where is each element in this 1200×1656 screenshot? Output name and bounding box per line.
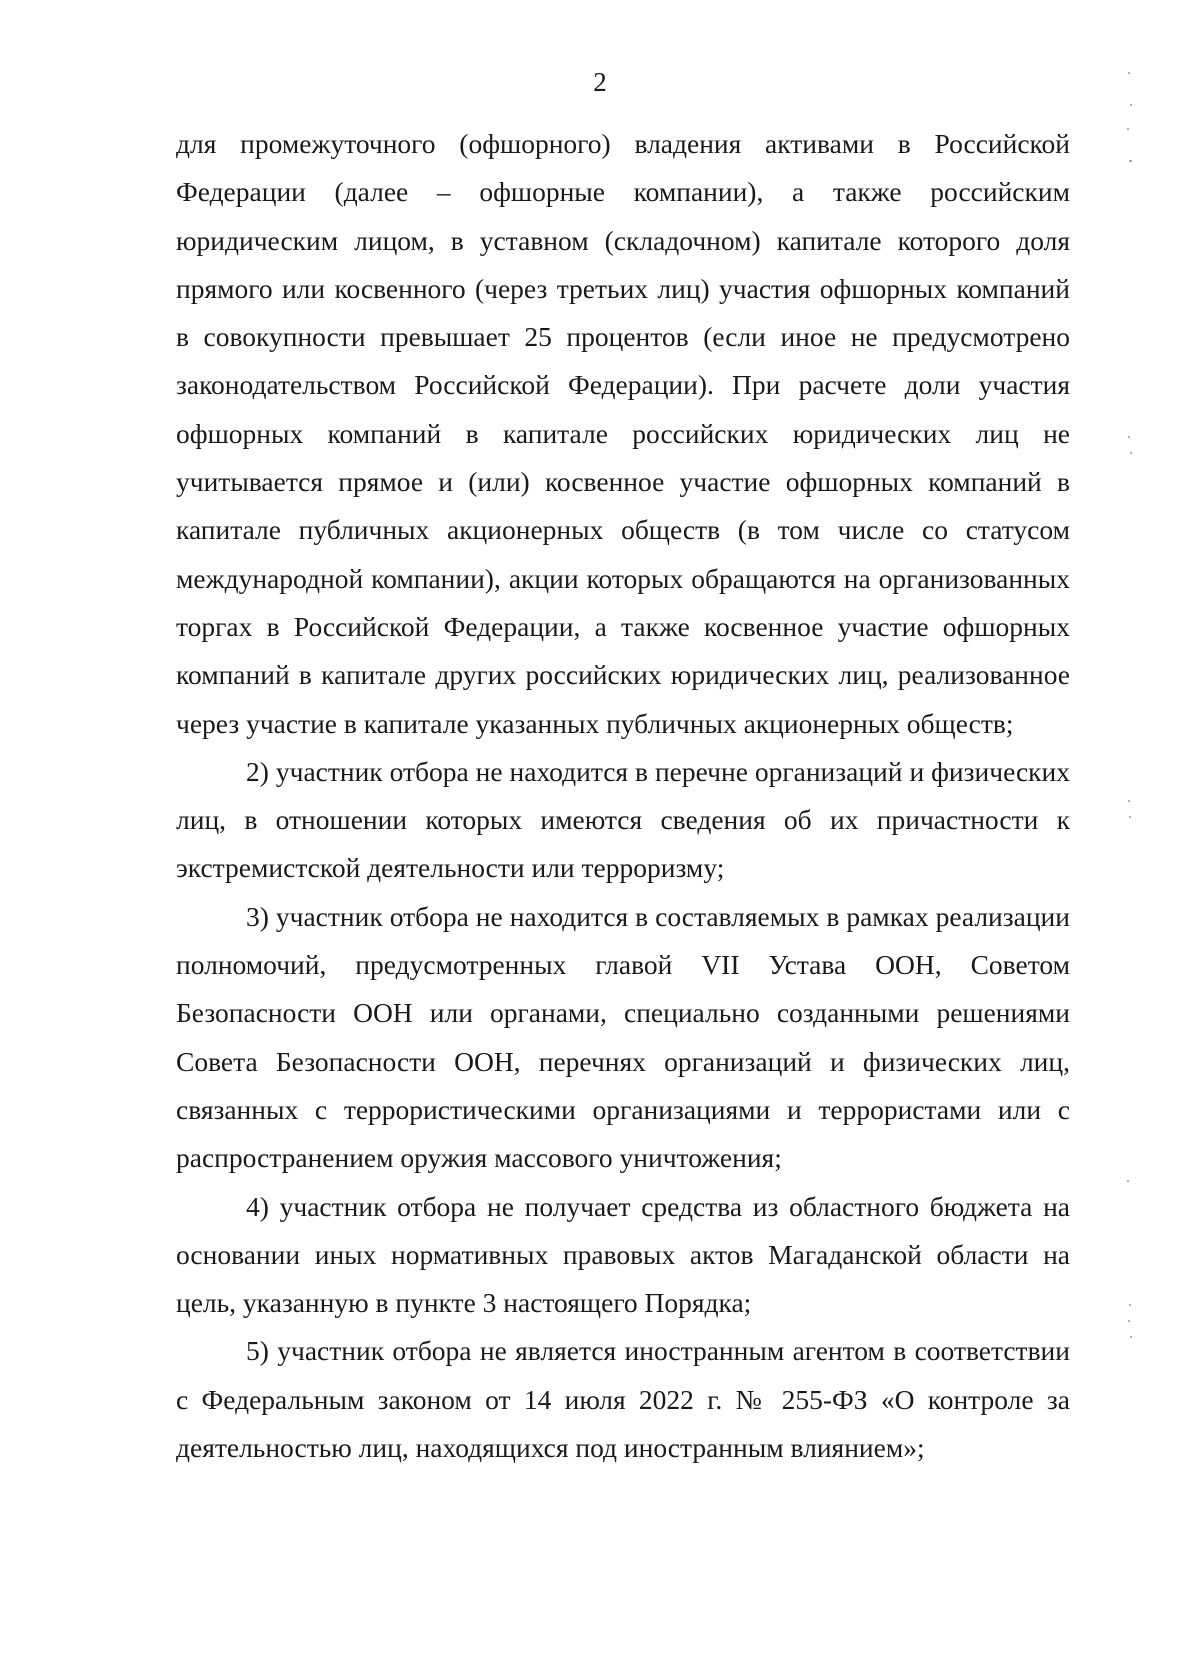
scan-speck	[1128, 436, 1130, 438]
scan-speck	[1129, 1304, 1131, 1306]
paragraph-continuation: для промежуточного (офшорного) владения активами в Российской Федерации (далее – офшорные компании), а также российским юридическим лицом, в уставном (складочном) капитале которого доля прямого или косвенного (через третьих лиц) участия офшорных компаний в совокупности превышает 25 процентов (если иное не предусмотрено законодательством Российской Федерации). При расчете доли участия офшорных компаний в капитале российских юридических лиц не учитывается прямое и (или) косвенное участие офшорных компаний в капитале публичных акционерных обществ (в том числе со статусом международной компании), акции которых обращаются на организованных торгах в Российской Федерации, а также косвенное участие офшорных компаний в капитале других российских юридических лиц, реализованное через участие в капитале указанных публичных акционерных обществ;	[176, 128, 1070, 739]
page-number: 2	[593, 67, 607, 97]
scan-speck	[1127, 1180, 1129, 1182]
scan-speck	[1128, 800, 1130, 802]
scan-speck	[1129, 816, 1131, 818]
paragraph-item-5: 5) участник отбора не является иностранным агентом в соответствии с Федеральным законом от 14 июля 2022 г. № 255-ФЗ «О контроле за деятельностью лиц, находящихся под иностранным влиянием»;	[176, 1335, 1070, 1464]
paragraph-item-4: 4) участник отбора не получает средства из областного бюджета на основании иных нормативных правовых актов Магаданской области на цель, указанную в пункте 3 настоящего Порядка;	[176, 1190, 1070, 1319]
scan-speck	[1127, 128, 1129, 130]
scan-speck	[1128, 1320, 1130, 1322]
document-body	[176, 120, 1070, 1472]
scan-speck	[1130, 104, 1132, 106]
paragraph-item-3: 3) участник отбора не находится в составляемых в рамках реализации полномочий, предусмотренных главой VII Устава ООН, Советом Безопасности ООН или органами, специально созданными решениями Совета Безопасности ООН, перечнях организаций и физических лиц, связанных с террористическими организациями и террористами или с распространением оружия массового уничтожения;	[176, 900, 1070, 1174]
paragraph-item-2: 2) участник отбора не находится в перечне организаций и физических лиц, в отношении которых имеются сведения об их причастности к экстремистской деятельности или терроризму;	[176, 755, 1070, 884]
scan-speck	[1129, 160, 1132, 162]
scan-speck	[1128, 72, 1130, 74]
scan-speck	[1130, 1336, 1132, 1338]
scan-speck	[1130, 452, 1132, 454]
